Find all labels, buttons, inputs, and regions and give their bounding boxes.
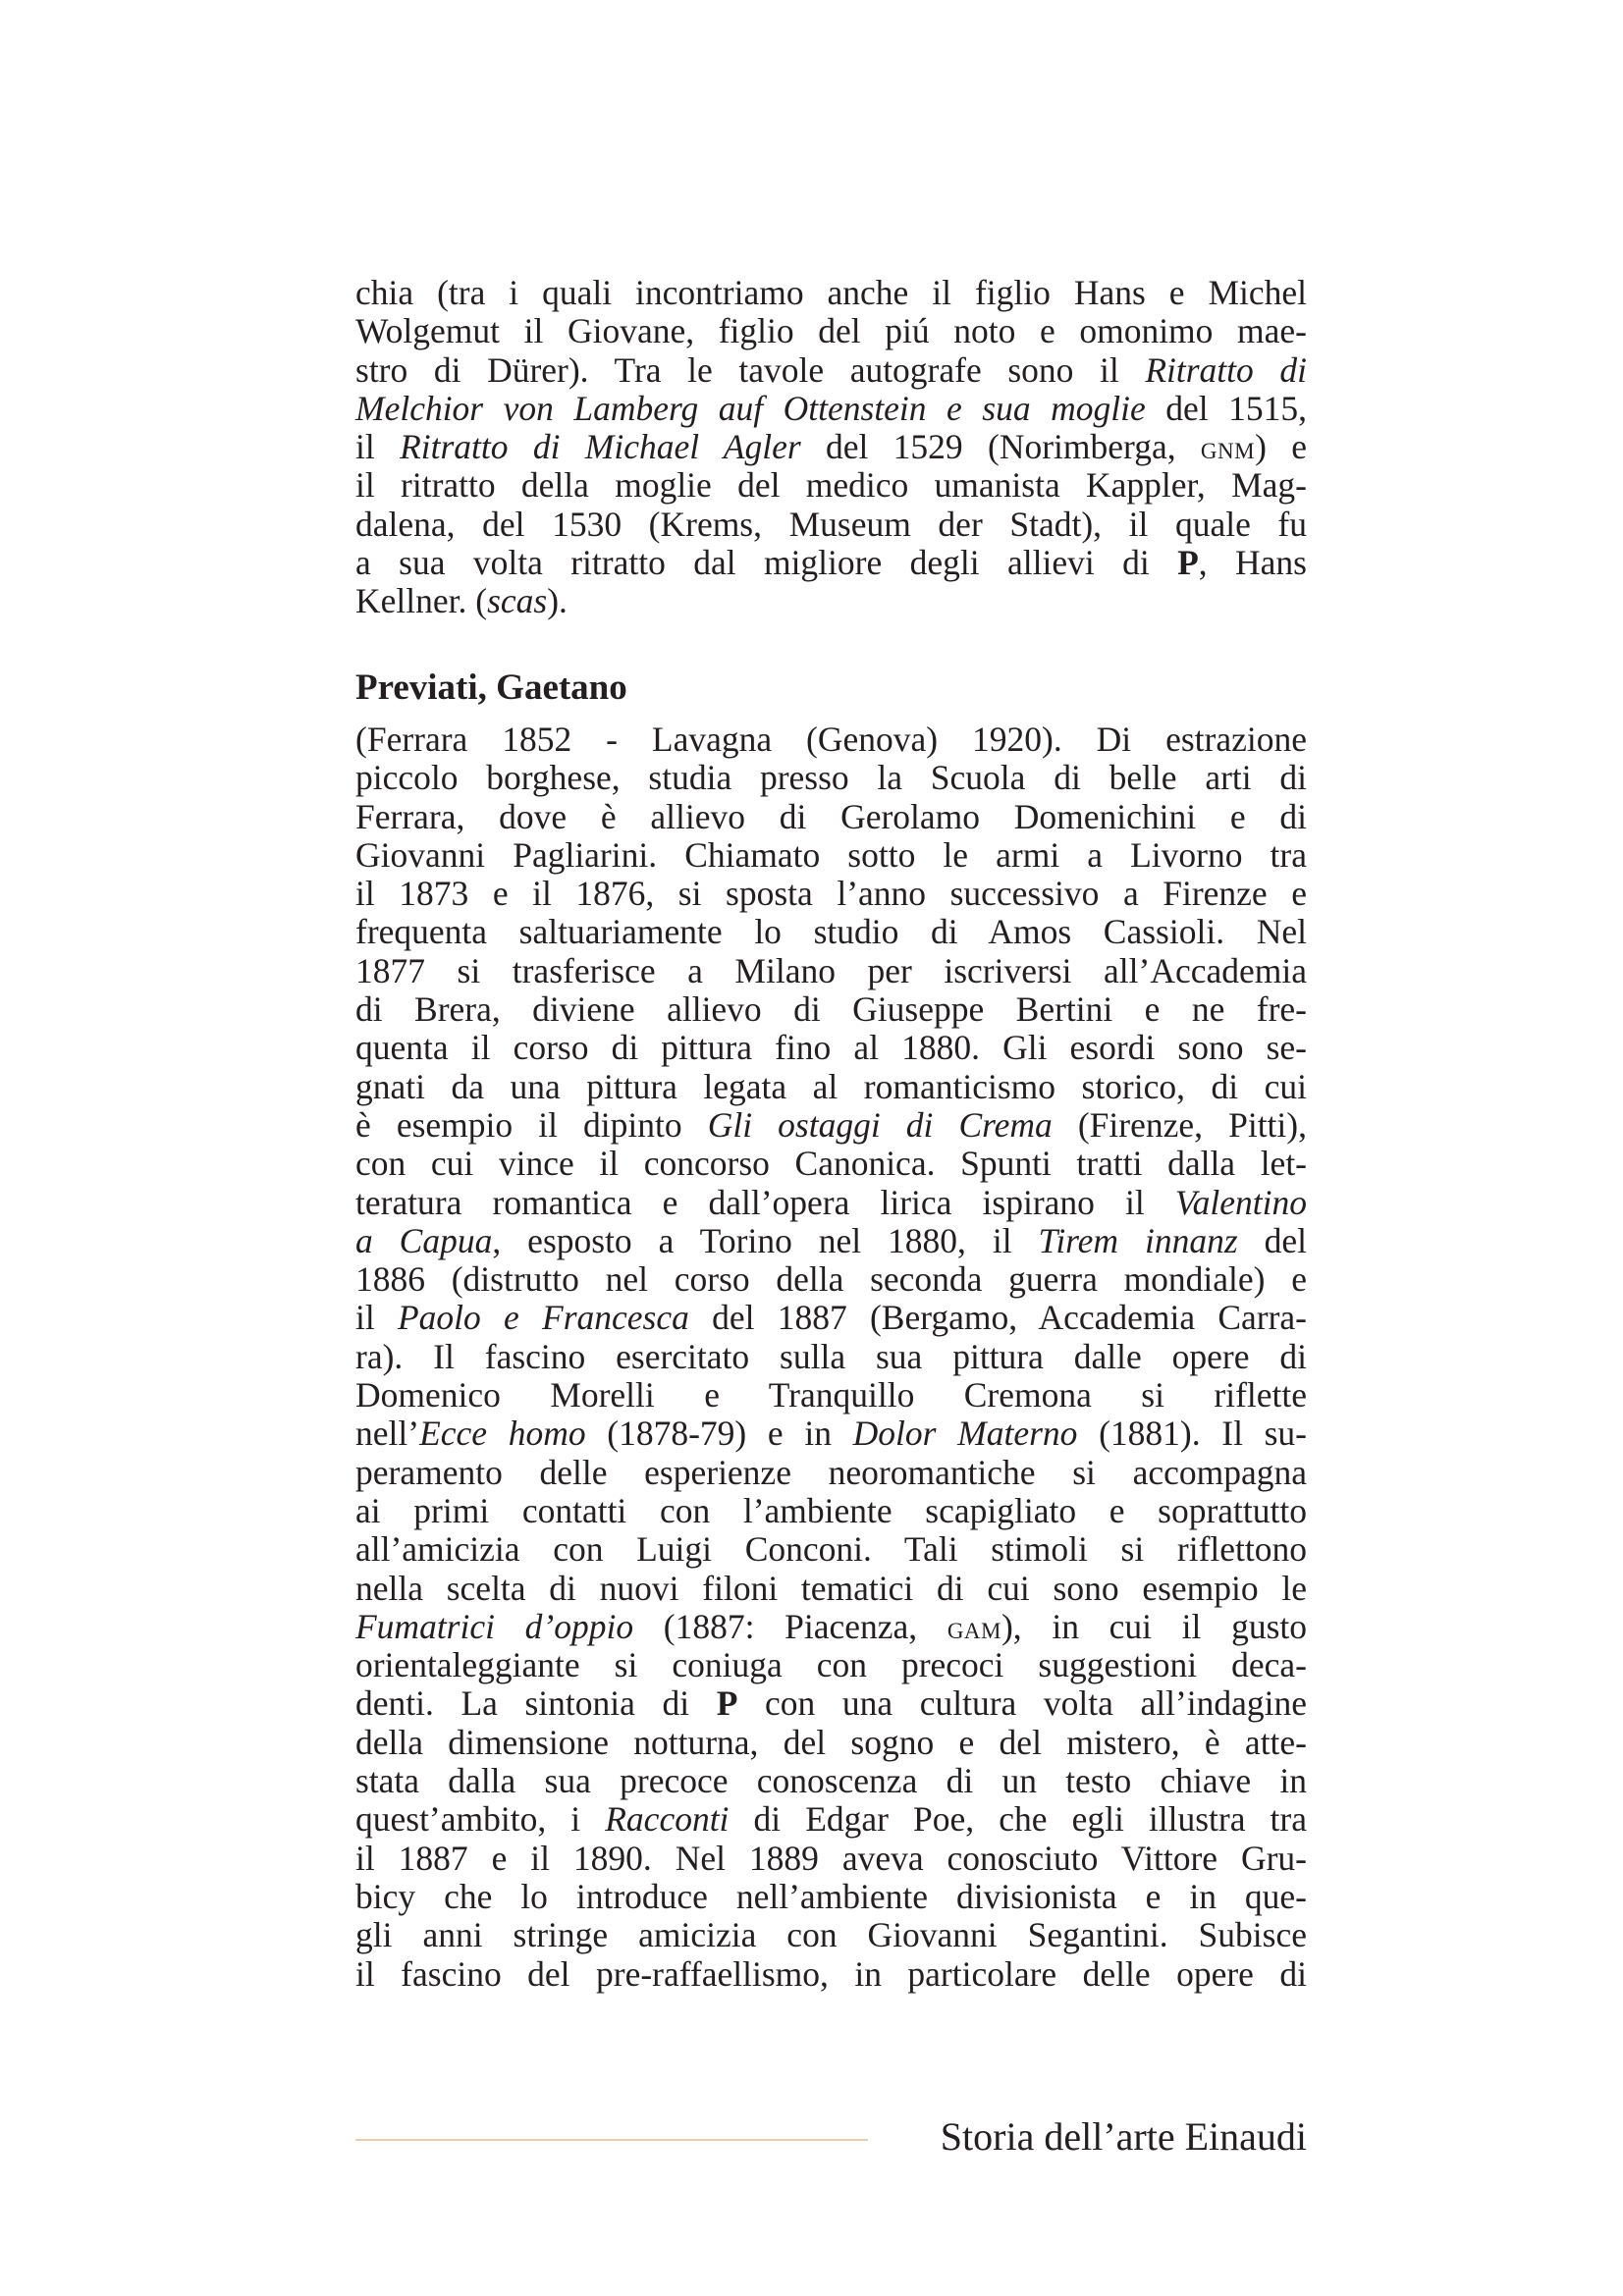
text-run: nell’ [355, 1414, 420, 1454]
text-run: , Hans [1198, 543, 1307, 583]
italic-text: Gli ostaggi di Crema [707, 1104, 1053, 1145]
text-run: piccolo borghese, studia presso la Scuola di belle arti di [355, 758, 1307, 798]
text-line [355, 274, 1307, 312]
text-line [355, 1724, 1307, 1762]
text-line [355, 312, 1307, 350]
text-line [355, 1878, 1307, 1916]
text-run: teratura romantica e dall’opera lirica ispirano il [355, 1182, 1175, 1222]
italic-text: Valentino [1174, 1182, 1307, 1222]
italic-text: scas [487, 581, 548, 621]
entry-heading: Previati, Gaetano [355, 667, 627, 708]
text-run: Wolgemut il Giovane, figlio del piú noto e omonimo mae- [355, 311, 1307, 351]
text-line [355, 1029, 1307, 1067]
text-run: del 1515, [1145, 388, 1307, 428]
text-run: il 1887 e il 1890. Nel 1889 aveva conosciuto Vittore Gru- [355, 1838, 1307, 1878]
text-line [355, 1955, 1307, 1994]
text-run: frequenta saltuariamente lo studio di Amos Cassioli. Nel [355, 912, 1307, 952]
footer-title: Storia dell’arte Einaudi [940, 2114, 1307, 2159]
text-run: il ritratto della moglie del medico umanista Kappler, Mag- [355, 465, 1307, 506]
text-run: dalena, del 1530 (Krems, Museum der Stadt), il quale fu [355, 504, 1307, 544]
text-run: di Edgar Poe, che egli illustra tra [729, 1799, 1307, 1840]
text-line [355, 1454, 1307, 1492]
text-run: nella scelta di nuovi filoni tematici di cui sono esempio le [355, 1568, 1307, 1608]
text-run: del [1237, 1220, 1307, 1260]
text-line [355, 428, 1307, 466]
text-run: gli anni stringe amicizia con Giovanni Segantini. Subisce [355, 1915, 1307, 1955]
text-line [355, 1068, 1307, 1106]
entry-body [355, 721, 1307, 1994]
text-line [355, 990, 1307, 1029]
bold-text: P [1177, 543, 1199, 583]
text-run: 1877 si trasferisce a Milano per iscriversi all’Accademia [355, 950, 1307, 990]
text-run: del 1887 (Bergamo, Accademia Carra- [688, 1298, 1308, 1338]
text-line [355, 759, 1307, 797]
text-run: quest’ambito, i [355, 1799, 606, 1840]
text-run: il [355, 427, 401, 467]
text-line [355, 390, 1307, 428]
text-run: (1878-79) e in [585, 1414, 853, 1454]
text-line [355, 798, 1307, 836]
text-run: Domenico Morelli e Tranquillo Cremona si riflette [355, 1375, 1307, 1415]
text-run: (1881). Il su- [1077, 1414, 1308, 1454]
text-line [355, 1145, 1307, 1183]
text-line [355, 1570, 1307, 1608]
previous-entry-continuation [355, 274, 1307, 621]
text-run: chia (tra i quali incontriamo anche il figlio Hans e Michel [355, 273, 1307, 312]
text-run: del 1529 (Norimberga, [800, 427, 1201, 467]
text-line [355, 875, 1307, 913]
text-run: 1886 (distrutto nel corso della seconda guerra mondiale) e [355, 1259, 1307, 1300]
text-line [355, 1840, 1307, 1878]
text-line [355, 351, 1307, 390]
italic-text: Tirem innanz [1038, 1220, 1238, 1260]
text-run: il 1873 e il 1876, si sposta l’anno successivo a Firenze e [355, 874, 1307, 914]
text-run: peramento delle esperienze neoromantiche si accompagna [355, 1452, 1307, 1492]
text-run: ra). Il fascino esercitato sulla sua pittura dalle opere di [355, 1336, 1307, 1376]
text-run: della dimensione notturna, del sogno e del mistero, è atte- [355, 1722, 1307, 1762]
text-line [355, 506, 1307, 544]
text-run: ), in cui il gusto [1001, 1606, 1307, 1646]
text-run: (1887: Piacenza, [633, 1606, 947, 1646]
text-line [355, 1260, 1307, 1299]
italic-text: Ecce homo [419, 1414, 586, 1454]
text-run: all’amicizia con Luigi Conconi. Tali stimoli si riflettono [355, 1529, 1307, 1570]
text-line [355, 544, 1307, 582]
text-line [355, 1762, 1307, 1800]
small-caps-text: gnm [1200, 431, 1256, 467]
text-run: ) e [1255, 427, 1307, 467]
text-run: con cui vince il concorso Canonica. Spunti tratti dalla let- [355, 1144, 1307, 1184]
text-run: (Firenze, Pitti), [1052, 1104, 1307, 1145]
text-line [355, 582, 1307, 620]
text-line [355, 1800, 1307, 1839]
text-line [355, 1492, 1307, 1530]
text-run: Giovanni Pagliarini. Chiamato sotto le armi a Livorno tra [355, 834, 1307, 875]
text-run: , esposto a Torino nel 1880, il [492, 1220, 1039, 1260]
text-line [355, 1222, 1307, 1260]
italic-text: Melchior von Lamberg auf Ottenstein e sua moglie [355, 388, 1146, 428]
text-line [355, 1338, 1307, 1376]
text-line [355, 1299, 1307, 1337]
text-run: quenta il corso di pittura fino al 1880. Gli esordi sono se- [355, 1028, 1307, 1068]
text-run: Kellner. ( [355, 581, 488, 621]
text-run: gnati da una pittura legata al romanticismo storico, di cui [355, 1066, 1307, 1106]
text-run: ai primi contatti con l’ambiente scapigliato e soprattutto [355, 1490, 1307, 1530]
text-line [355, 721, 1307, 759]
text-line [355, 1684, 1307, 1723]
text-line [355, 836, 1307, 875]
text-line [355, 1376, 1307, 1415]
text-line [355, 1608, 1307, 1646]
text-run: stata dalla sua precoce conoscenza di un testo chiave in [355, 1761, 1307, 1801]
text-line [355, 1916, 1307, 1954]
italic-text: Ritratto di [1145, 349, 1307, 390]
text-run: Ferrara, dove è allievo di Gerolamo Domenichini e di [355, 796, 1307, 836]
italic-text: Racconti [605, 1799, 730, 1840]
text-run: il fascino del pre-raffaellismo, in particolare delle opere di [355, 1953, 1307, 1994]
text-line [355, 952, 1307, 990]
italic-text: Paolo e Francesca [397, 1298, 689, 1338]
text-run: il [355, 1298, 398, 1338]
text-run: a sua volta ritratto dal migliore degli allievi di [355, 543, 1178, 583]
text-run: con una cultura volta all’indagine [737, 1683, 1307, 1724]
text-line [355, 1415, 1307, 1453]
text-run: è esempio il dipinto [355, 1104, 708, 1145]
text-line [355, 1646, 1307, 1684]
text-line [355, 1106, 1307, 1145]
italic-text: Ritratto di Michael Agler [400, 427, 801, 467]
text-line [355, 466, 1307, 505]
bold-text: P [716, 1683, 738, 1724]
footer-rule [355, 2139, 868, 2141]
text-run: bicy che lo introduce nell’ambiente divisionista e in que- [355, 1876, 1307, 1916]
small-caps-text: gam [947, 1610, 1001, 1646]
text-line [355, 1530, 1307, 1569]
text-line [355, 1184, 1307, 1222]
text-run: denti. La sintonia di [355, 1683, 717, 1724]
text-line [355, 913, 1307, 951]
italic-text: Dolor Materno [852, 1414, 1078, 1454]
text-run: orientaleggiante si coniuga con precoci suggestioni deca- [355, 1645, 1307, 1685]
text-run: (Ferrara 1852 - Lavagna (Genova) 1920). Di estrazione [355, 720, 1307, 759]
text-run: di Brera, diviene allievo di Giuseppe Bertini e ne fre- [355, 989, 1307, 1030]
italic-text: a Capua [355, 1220, 493, 1260]
text-run: stro di Dürer). Tra le tavole autografe sono il [355, 349, 1146, 390]
text-run: ). [547, 581, 568, 621]
italic-text: Fumatrici d’oppio [355, 1606, 634, 1646]
